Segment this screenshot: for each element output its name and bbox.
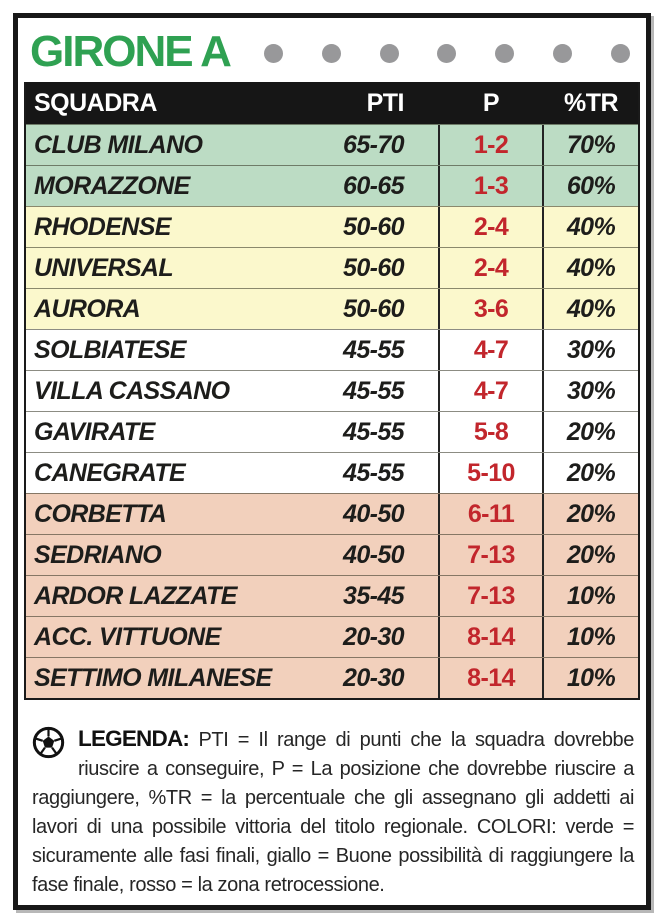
position-range: 2-4 (438, 248, 542, 288)
column-header-tr: %TR (563, 88, 619, 117)
standings-table (24, 82, 640, 700)
team-name: CORBETTA (34, 499, 167, 528)
table-header-row (26, 82, 638, 124)
legend-text: PTI = Il range di punti che la squadra dovrebbe riuscire a conseguire, P = La posizione che dovrebbe riuscire a raggiungere, %TR = la percentuale che gli assegnano gli addetti ai lavori di una possibile vittoria del titolo regionale. COLORI: verde = sicuramente alle fasi finali, giallo = Buone possibilità di raggiungere la fase finale, rosso = la zona retrocessione. (32, 729, 634, 896)
team-name: SEDRIANO (34, 540, 162, 569)
dot-icon (437, 44, 456, 63)
dot-icon (380, 44, 399, 63)
team-name: CANEGRATE (34, 458, 186, 487)
title-chance: 30% (542, 371, 638, 411)
table-row (26, 165, 638, 206)
points-range: 20-30 (343, 663, 404, 692)
legend-icon-wrap (32, 724, 78, 782)
legend-label: LEGENDA: (78, 726, 190, 751)
position-range: 2-4 (438, 207, 542, 247)
title-chance: 40% (542, 207, 638, 247)
table-row (26, 329, 638, 370)
table-row (26, 247, 638, 288)
column-header-pti: PTI (366, 88, 404, 117)
position-range: 5-10 (438, 453, 542, 493)
legend (18, 700, 646, 900)
title-chance: 20% (542, 535, 638, 575)
team-name: VILLA CASSANO (34, 376, 230, 405)
position-range: 3-6 (438, 289, 542, 329)
points-range: 45-55 (343, 417, 404, 446)
title-chance: 10% (542, 617, 638, 657)
dot-icon (611, 44, 630, 63)
table-row (26, 370, 638, 411)
points-range: 50-60 (343, 212, 404, 241)
position-range: 4-7 (438, 371, 542, 411)
title-bar (18, 18, 646, 82)
dots-decoration (264, 44, 630, 63)
position-range: 4-7 (438, 330, 542, 370)
column-header-squadra: SQUADRA (34, 88, 157, 117)
title-chance: 10% (542, 658, 638, 698)
points-range: 45-55 (343, 335, 404, 364)
title-chance: 20% (542, 412, 638, 452)
standings-card (13, 13, 651, 910)
table-row (26, 206, 638, 247)
title-chance: 10% (542, 576, 638, 616)
title-chance: 30% (542, 330, 638, 370)
points-range: 60-65 (343, 171, 404, 200)
table-row (26, 575, 638, 616)
position-range: 6-11 (438, 494, 542, 534)
title-chance: 70% (542, 125, 638, 165)
points-range: 20-30 (343, 622, 404, 651)
team-name: CLUB MILANO (34, 130, 203, 159)
team-name: RHODENSE (34, 212, 171, 241)
table-row (26, 657, 638, 698)
team-name: ACC. VITTUONE (34, 622, 221, 651)
position-range: 7-13 (438, 535, 542, 575)
points-range: 65-70 (343, 130, 404, 159)
dot-icon (322, 44, 341, 63)
table-row (26, 288, 638, 329)
dot-icon (495, 44, 514, 63)
position-range: 8-14 (438, 617, 542, 657)
table-row (26, 411, 638, 452)
points-range: 40-50 (343, 540, 404, 569)
page-title: GIRONE A (30, 27, 230, 76)
table-row (26, 124, 638, 165)
points-range: 40-50 (343, 499, 404, 528)
position-range: 8-14 (438, 658, 542, 698)
table-row (26, 493, 638, 534)
position-range: 1-3 (438, 166, 542, 206)
table-row (26, 534, 638, 575)
dot-icon (553, 44, 572, 63)
table-row (26, 452, 638, 493)
soccer-ball-icon (32, 726, 65, 759)
team-name: SETTIMO MILANESE (34, 663, 272, 692)
points-range: 45-55 (343, 458, 404, 487)
position-range: 7-13 (438, 576, 542, 616)
column-header-p: P (482, 88, 500, 117)
team-name: MORAZZONE (34, 171, 190, 200)
points-range: 45-55 (343, 376, 404, 405)
table-row (26, 616, 638, 657)
points-range: 35-45 (343, 581, 404, 610)
team-name: AURORA (34, 294, 141, 323)
title-chance: 40% (542, 289, 638, 329)
points-range: 50-60 (343, 253, 404, 282)
title-chance: 20% (542, 494, 638, 534)
team-name: ARDOR LAZZATE (34, 581, 237, 610)
title-chance: 20% (542, 453, 638, 493)
title-chance: 40% (542, 248, 638, 288)
position-range: 1-2 (438, 125, 542, 165)
team-name: SOLBIATESE (34, 335, 186, 364)
points-range: 50-60 (343, 294, 404, 323)
title-chance: 60% (542, 166, 638, 206)
team-name: UNIVERSAL (34, 253, 174, 282)
team-name: GAVIRATE (34, 417, 155, 446)
position-range: 5-8 (438, 412, 542, 452)
dot-icon (264, 44, 283, 63)
